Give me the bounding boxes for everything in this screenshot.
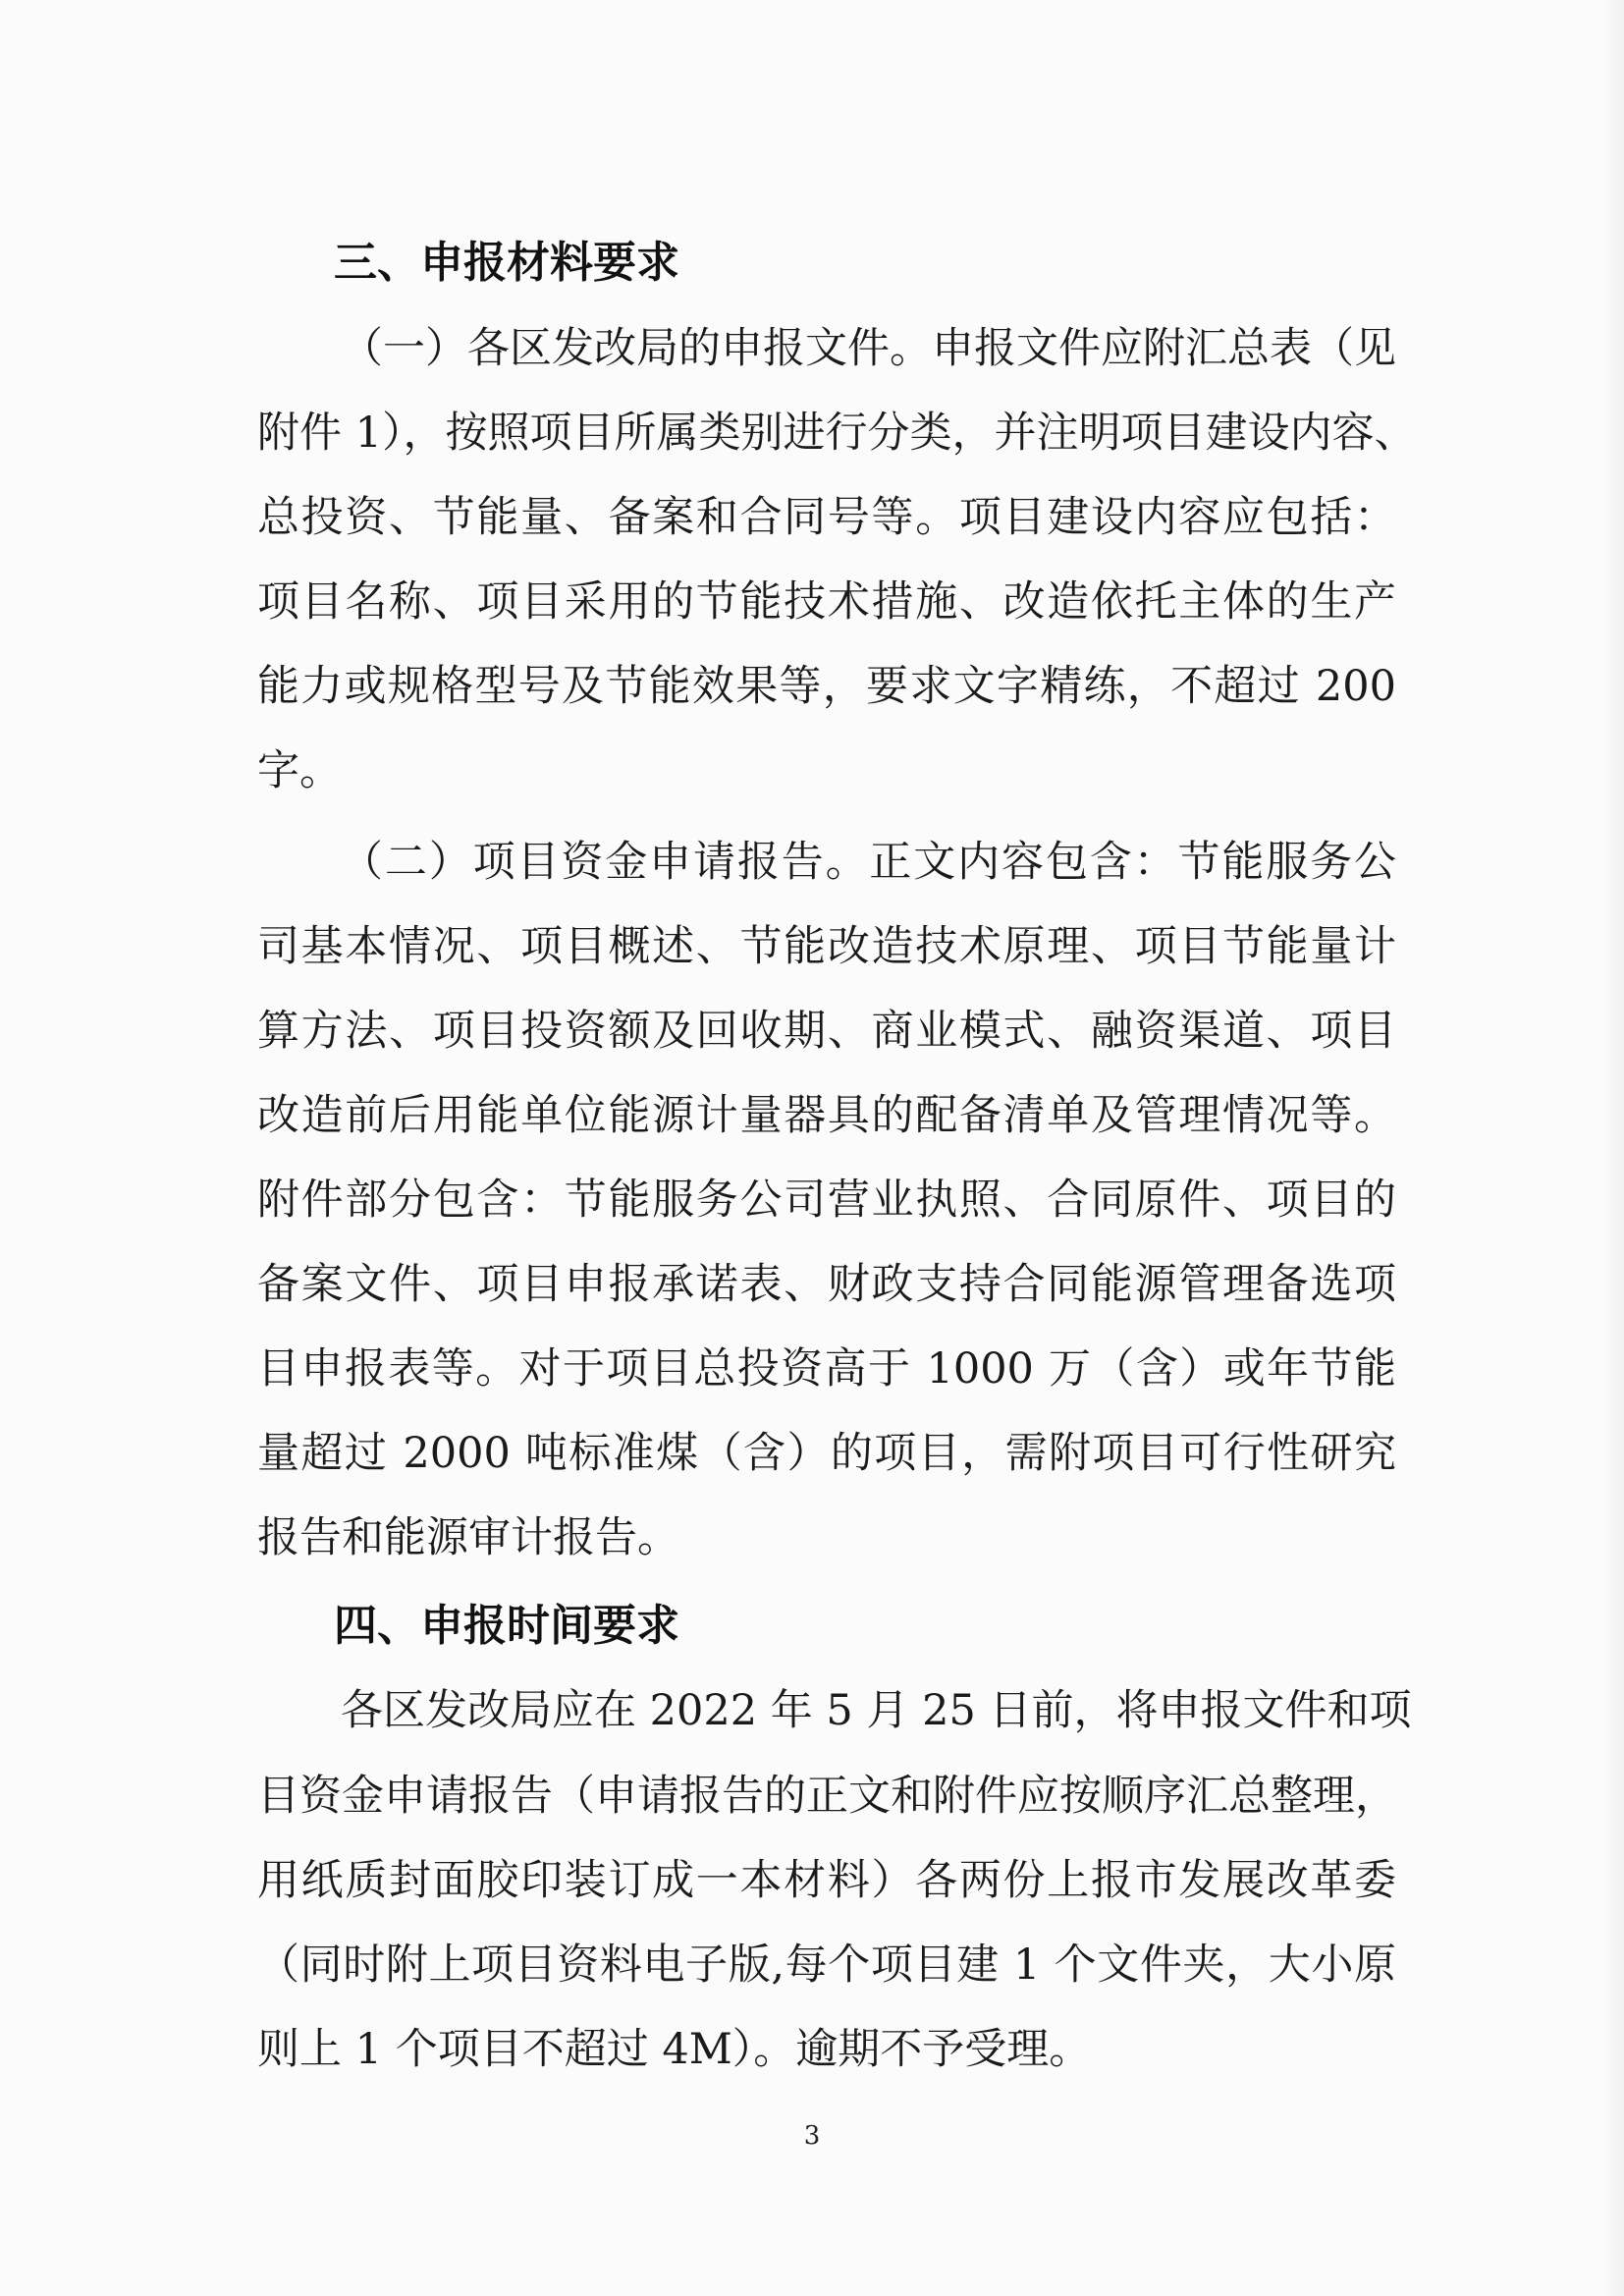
section-3-para-2-line-4: 改造前后用能单位能源计量器具的配备清单及管理情况等。 bbox=[257, 1091, 1396, 1140]
section-4-para-1-line-1: 各区发改局应在 2022 年 5 月 25 日前，将申报文件和项 bbox=[341, 1686, 1412, 1735]
section-3-para-1-line-4: 项目名称、项目采用的节能技术措施、改造依托主体的生产 bbox=[257, 577, 1396, 627]
section-3-para-1-line-2: 附件 1），按照项目所属类别进行分类，并注明项目建设内容、 bbox=[257, 409, 1417, 458]
section-3-para-1-line-3: 总投资、节能量、备案和合同号等。项目建设内容应包括： bbox=[257, 493, 1396, 542]
section-3-para-1-line-1: （一）各区发改局的申报文件。申报文件应附汇总表（见 bbox=[341, 324, 1396, 373]
section-4-para-1-line-5: 则上 1 个项目不超过 4M）。逾期不予受理。 bbox=[257, 2025, 1092, 2074]
section-3-heading: 三、申报材料要求 bbox=[334, 238, 679, 288]
section-4-para-1-line-4: （同时附上项目资料电子版,每个项目建 1 个文件夹，大小原 bbox=[257, 1941, 1396, 1990]
section-4-para-1-line-2: 目资金申请报告（申请报告的正文和附件应按顺序汇总整理， bbox=[257, 1772, 1397, 1821]
page-number: 3 bbox=[803, 2121, 821, 2151]
section-3-para-1-line-5: 能力或规格型号及节能效果等，要求文字精练，不超过 200 bbox=[257, 662, 1396, 711]
section-3-para-2-line-9: 报告和能源审计报告。 bbox=[257, 1513, 679, 1562]
section-3-para-2-line-6: 备案文件、项目申报承诺表、财政支持合同能源管理备选项 bbox=[257, 1260, 1396, 1309]
section-3-para-2-line-5: 附件部分包含：节能服务公司营业执照、合同原件、项目的 bbox=[257, 1175, 1396, 1225]
section-3-para-2-line-3: 算方法、项目投资额及回收期、商业模式、融资渠道、项目 bbox=[257, 1007, 1396, 1056]
section-4-para-1-line-3: 用纸质封面胶印装订成一本材料）各两份上报市发展改革委 bbox=[257, 1856, 1396, 1905]
section-4-heading: 四、申报时间要求 bbox=[334, 1601, 679, 1651]
section-3-para-2-line-7: 目申报表等。对于项目总投资高于 1000 万（含）或年节能 bbox=[257, 1344, 1396, 1394]
section-3-para-2-line-1: （二）项目资金申请报告。正文内容包含：节能服务公 bbox=[341, 838, 1396, 887]
section-3-para-2-line-8: 量超过 2000 吨标准煤（含）的项目，需附项目可行性研究 bbox=[257, 1429, 1396, 1478]
page-edge-shadow bbox=[1602, 0, 1624, 2296]
section-3-para-1-line-6: 字。 bbox=[257, 746, 342, 795]
section-3-para-2-line-2: 司基本情况、项目概述、节能改造技术原理、项目节能量计 bbox=[257, 922, 1396, 971]
